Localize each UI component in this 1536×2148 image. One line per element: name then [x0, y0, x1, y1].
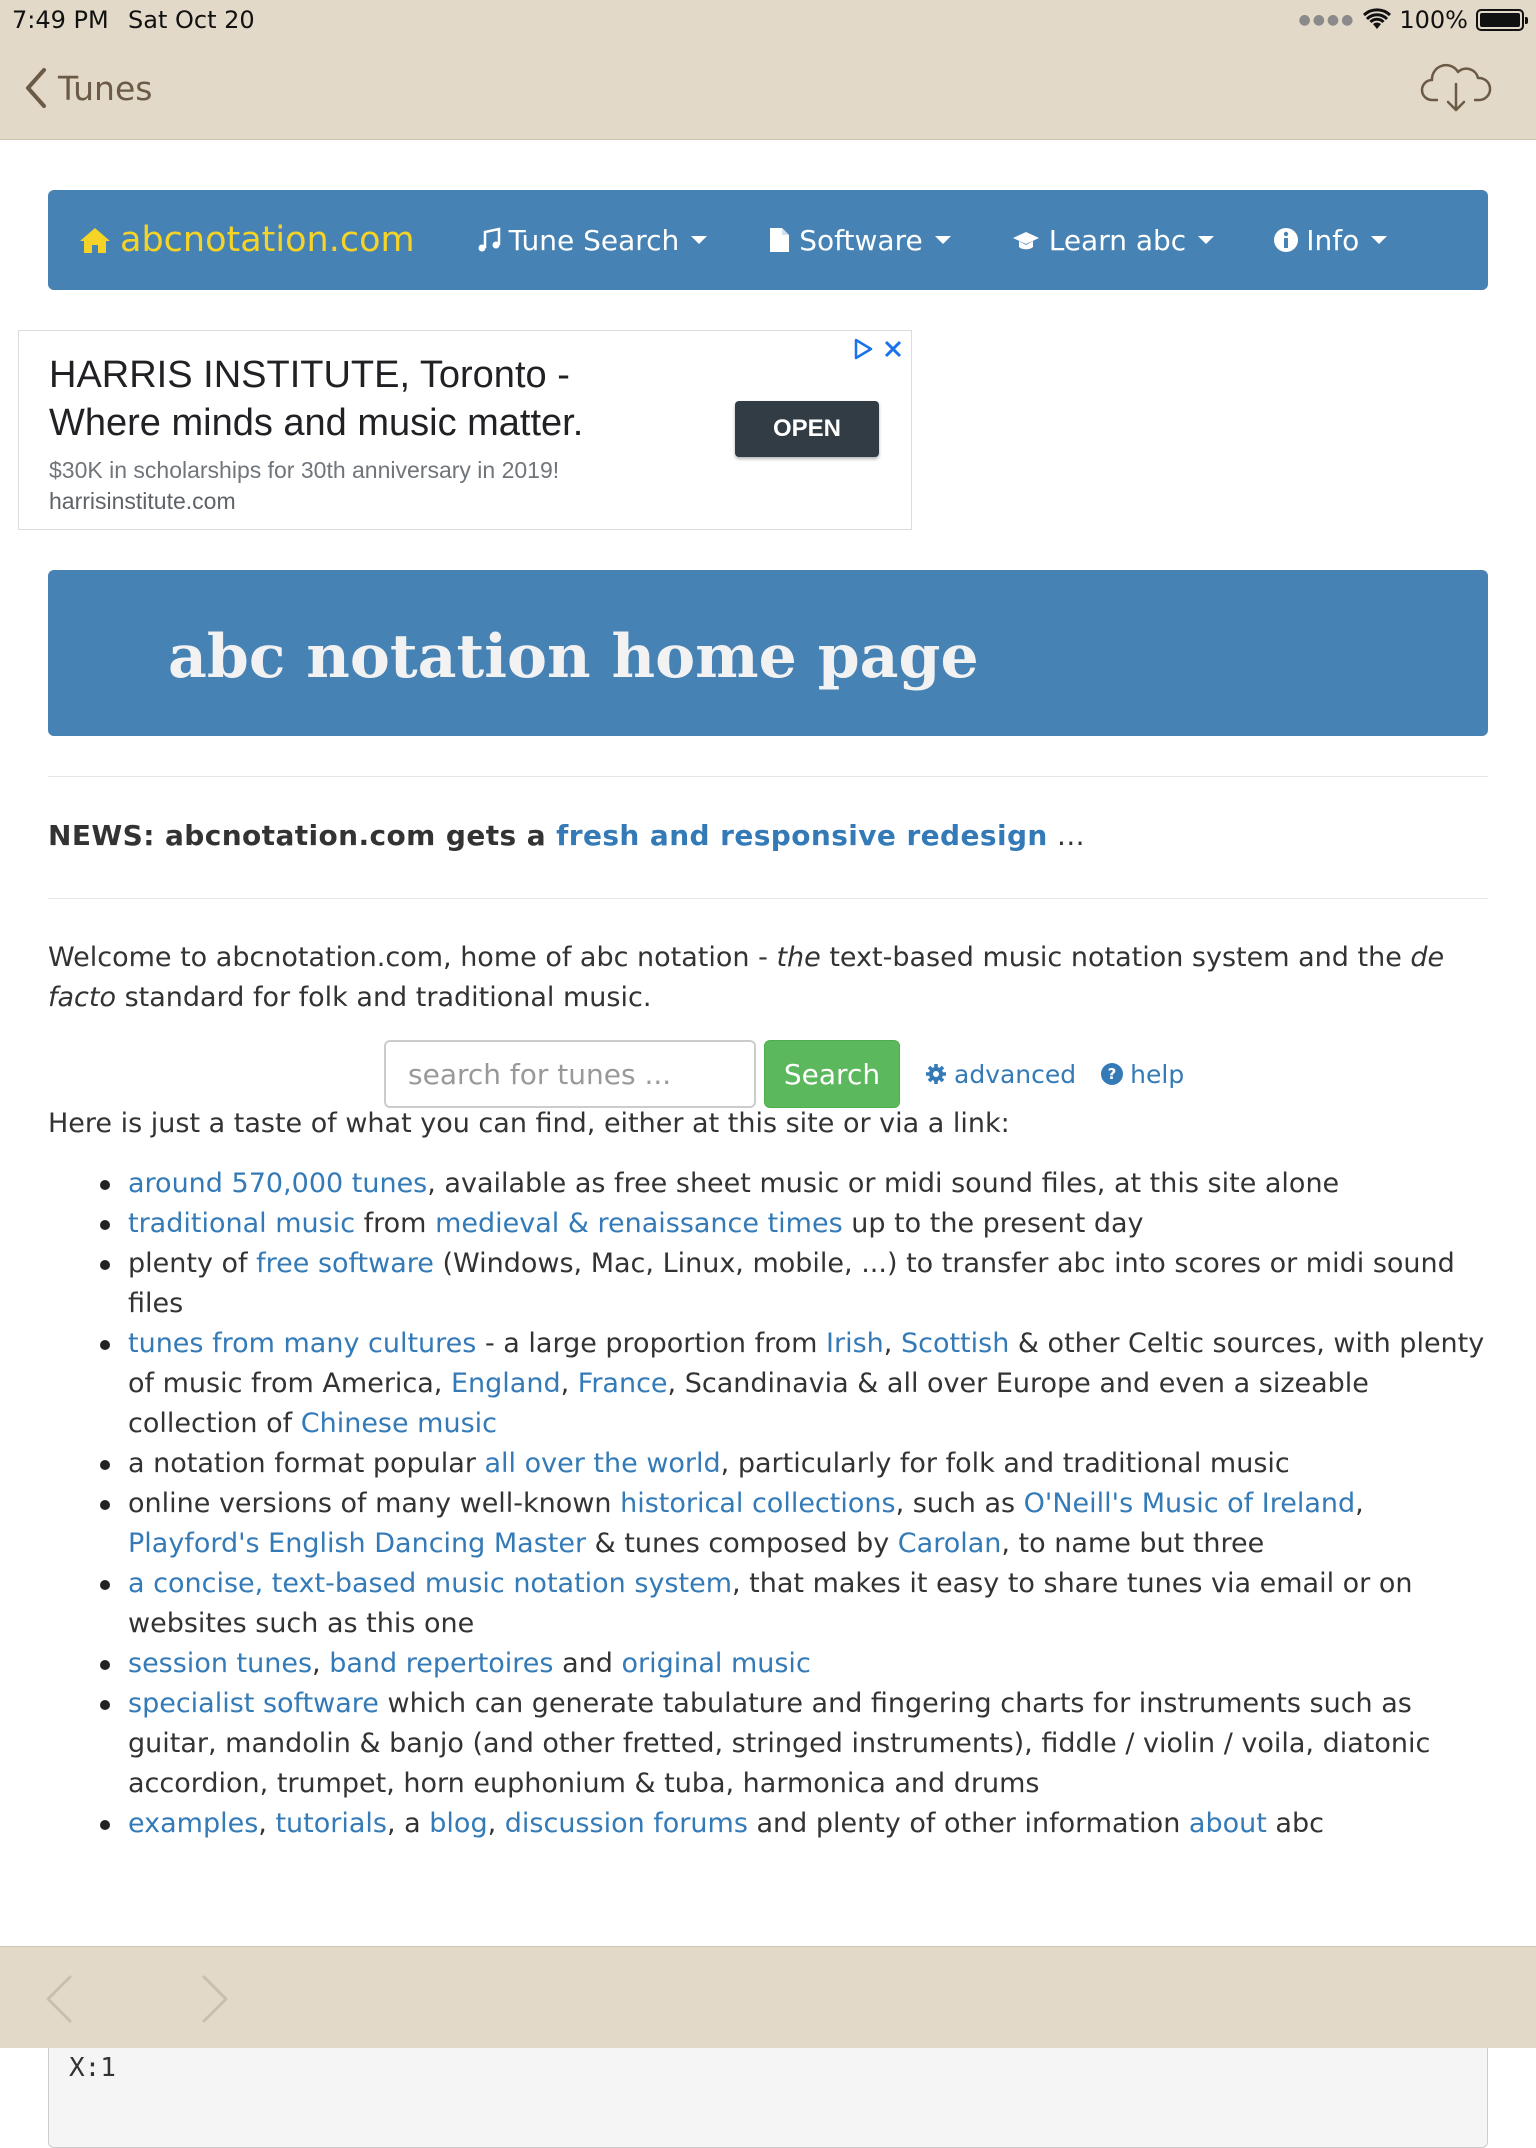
text: plenty of	[128, 1248, 257, 1279]
news-prefix: NEWS: abcnotation.com gets a	[48, 819, 557, 852]
text: - a large proportion from	[476, 1328, 827, 1359]
list-item	[128, 1804, 1488, 1844]
file-icon	[765, 226, 793, 254]
wifi-icon	[1363, 9, 1391, 31]
link-all-over-world[interactable]: all over the world	[484, 1448, 721, 1479]
gear-icon	[924, 1062, 948, 1086]
welcome-part-2: text-based music notation system and the	[820, 942, 1411, 973]
text: , that makes it easy to share tunes via email or on websites such as this one	[128, 1568, 1413, 1639]
list-item	[128, 1444, 1488, 1484]
text: a notation format popular	[128, 1448, 485, 1479]
link-band-repertoires[interactable]: band repertoires	[329, 1648, 554, 1679]
nav-info-label: Info	[1306, 223, 1360, 257]
link-scottish[interactable]: Scottish	[900, 1328, 1010, 1359]
ad-headline-line-2: Where minds and music matter.	[49, 402, 584, 444]
ad-open-button[interactable]: OPEN	[735, 401, 879, 457]
link-examples[interactable]: examples	[128, 1808, 259, 1839]
text: ,	[883, 1328, 901, 1359]
nav-tune-search[interactable]	[475, 224, 708, 257]
advanced-search-link[interactable]	[924, 1060, 1076, 1089]
chevron-left-icon[interactable]	[44, 1973, 74, 2025]
link-england[interactable]: England	[450, 1368, 561, 1399]
text: ,	[560, 1368, 578, 1399]
link-blog[interactable]: blog	[429, 1808, 488, 1839]
link-many-cultures[interactable]: tunes from many cultures	[128, 1328, 477, 1359]
caret-down-icon	[1198, 236, 1214, 244]
link-historical-collections[interactable]: historical collections	[620, 1488, 896, 1519]
text: , particularly for folk and traditional music	[720, 1448, 1290, 1479]
cellular-dots-icon: ●●●●	[1298, 12, 1356, 28]
hero-banner	[48, 570, 1488, 736]
text: , Scandinavia & all over Europe and even a sizeable collection of	[128, 1368, 1369, 1439]
text: up to the present day	[842, 1208, 1144, 1239]
list-item	[128, 1324, 1488, 1444]
help-link[interactable]	[1100, 1060, 1184, 1089]
text: and	[553, 1648, 622, 1679]
close-icon[interactable]	[881, 337, 905, 361]
text: & other Celtic sources, with plenty of music from America,	[128, 1328, 1485, 1399]
text: and plenty of other information	[747, 1808, 1189, 1839]
link-about[interactable]: about	[1188, 1808, 1267, 1839]
nav-learn-abc[interactable]	[1009, 224, 1214, 257]
advanced-label: advanced	[954, 1059, 1077, 1089]
site-navbar	[48, 190, 1488, 290]
info-circle-icon	[1272, 226, 1300, 254]
link-free-software[interactable]: free software	[256, 1248, 434, 1279]
link-specialist-software[interactable]: specialist software	[128, 1688, 379, 1719]
question-circle-icon	[1100, 1062, 1124, 1086]
list-item	[128, 1684, 1488, 1804]
text: , such as	[895, 1488, 1024, 1519]
link-playfords[interactable]: Playford's English Dancing Master	[128, 1528, 587, 1559]
caret-down-icon	[935, 236, 951, 244]
link-session-tunes[interactable]: session tunes	[128, 1648, 313, 1679]
web-content	[48, 140, 1488, 2083]
nav-tune-search-label: Tune Search	[508, 223, 680, 257]
advertisement[interactable]	[18, 330, 912, 530]
battery-percent: 100%	[1399, 6, 1468, 34]
feature-list	[128, 1164, 1488, 1844]
app-top-bar	[0, 0, 1536, 140]
text: & tunes composed by	[586, 1528, 898, 1559]
welcome-em-1: the	[776, 942, 821, 973]
news-suffix: ...	[1047, 819, 1085, 852]
list-item	[128, 1204, 1488, 1244]
taste-intro: Here is just a taste of what you can find, either at this site or via a link:	[48, 1108, 1010, 1139]
graduation-cap-icon	[1009, 226, 1043, 254]
search-form	[384, 1040, 1184, 1108]
link-original-music[interactable]: original music	[621, 1648, 811, 1679]
link-irish[interactable]: Irish	[826, 1328, 884, 1359]
abc-code: X:1	[69, 2053, 116, 2083]
list-item	[128, 1644, 1488, 1684]
ad-choices[interactable]	[851, 337, 905, 361]
adchoices-play-icon[interactable]	[851, 337, 875, 361]
news-line	[48, 819, 1085, 852]
battery-icon	[1476, 9, 1524, 31]
link-discussion-forums[interactable]: discussion forums	[504, 1808, 748, 1839]
link-notation-system[interactable]: a concise, text-based music notation system	[128, 1568, 732, 1599]
text: online versions of many well-known	[128, 1488, 621, 1519]
cloud-download-icon[interactable]	[1420, 60, 1492, 116]
link-oneills[interactable]: O'Neill's Music of Ireland	[1023, 1488, 1356, 1519]
text: , available as free sheet music or midi sound files, at this site alone	[427, 1168, 1340, 1199]
welcome-part-3: standard for folk and traditional music.	[116, 982, 652, 1013]
divider	[48, 776, 1488, 777]
app-nav-bar	[0, 54, 1536, 126]
link-carolan[interactable]: Carolan	[897, 1528, 1002, 1559]
nav-info[interactable]	[1272, 224, 1387, 257]
list-item	[128, 1484, 1488, 1564]
ad-headline-line-1: HARRIS INSTITUTE, Toronto -	[49, 354, 570, 396]
ad-subtext: $30K in scholarships for 30th anniversary in 2019!	[49, 457, 560, 483]
text: ,	[1355, 1488, 1364, 1519]
text: , a	[386, 1808, 430, 1839]
divider	[48, 898, 1488, 899]
search-input[interactable]	[384, 1040, 756, 1108]
caret-down-icon	[1371, 236, 1387, 244]
text: which can generate tabulature and fingering charts for instruments such as guitar, mandolin & banjo (and other fretted, stringed instruments), fiddle / violin / voila, diatonic accordion, trumpet, horn euphonium & tuba, harmonica and drums	[128, 1688, 1431, 1799]
news-link[interactable]: fresh and responsive redesign	[556, 819, 1048, 852]
caret-down-icon	[691, 236, 707, 244]
nav-learn-abc-label: Learn abc	[1048, 223, 1187, 257]
link-traditional-music[interactable]: traditional music	[128, 1208, 356, 1239]
status-time: 7:49 PM	[12, 6, 109, 34]
chevron-right-icon[interactable]	[200, 1973, 230, 2025]
search-button[interactable]: Search	[764, 1040, 900, 1108]
text: ,	[312, 1648, 330, 1679]
music-note-icon	[475, 226, 503, 254]
text: from	[355, 1208, 436, 1239]
welcome-text	[48, 938, 1488, 1018]
list-item	[128, 1244, 1488, 1324]
help-label: help	[1130, 1059, 1185, 1089]
list-item	[128, 1564, 1488, 1644]
link-tunes-count[interactable]: around 570,000 tunes	[128, 1168, 428, 1199]
text: abc	[1266, 1808, 1324, 1839]
link-medieval[interactable]: medieval & renaissance times	[435, 1208, 843, 1239]
home-icon	[78, 225, 112, 255]
bottom-toolbar	[0, 1946, 1536, 2048]
status-date: Sat Oct 20	[128, 6, 255, 34]
status-bar	[0, 0, 1536, 40]
status-right	[1299, 6, 1525, 34]
back-button[interactable]	[24, 66, 152, 110]
nav-software[interactable]	[765, 224, 950, 257]
nav-software-label: Software	[799, 223, 923, 257]
brand-link[interactable]	[78, 220, 415, 260]
ad-headline[interactable]	[49, 351, 609, 447]
text: ,	[258, 1808, 276, 1839]
welcome-part-1: Welcome to abcnotation.com, home of abc notation -	[48, 942, 777, 973]
link-france[interactable]: France	[577, 1368, 668, 1399]
chevron-left-icon	[24, 66, 48, 110]
text: , to name but three	[1001, 1528, 1265, 1559]
text: ,	[487, 1808, 505, 1839]
back-label: Tunes	[58, 68, 153, 108]
welcome-em-2: de facto	[48, 942, 1445, 1013]
text: (Windows, Mac, Linux, mobile, ...) to transfer abc into scores or midi sound files	[128, 1248, 1455, 1319]
ad-domain: harrisinstitute.com	[49, 488, 236, 514]
svg-text:?: ?	[1107, 1065, 1117, 1083]
brand-label: abcnotation.com	[120, 220, 415, 260]
link-chinese-music[interactable]: Chinese music	[300, 1408, 498, 1439]
page-title: abc notation home page	[168, 622, 979, 692]
list-item	[128, 1164, 1488, 1204]
link-tutorials[interactable]: tutorials	[275, 1808, 387, 1839]
